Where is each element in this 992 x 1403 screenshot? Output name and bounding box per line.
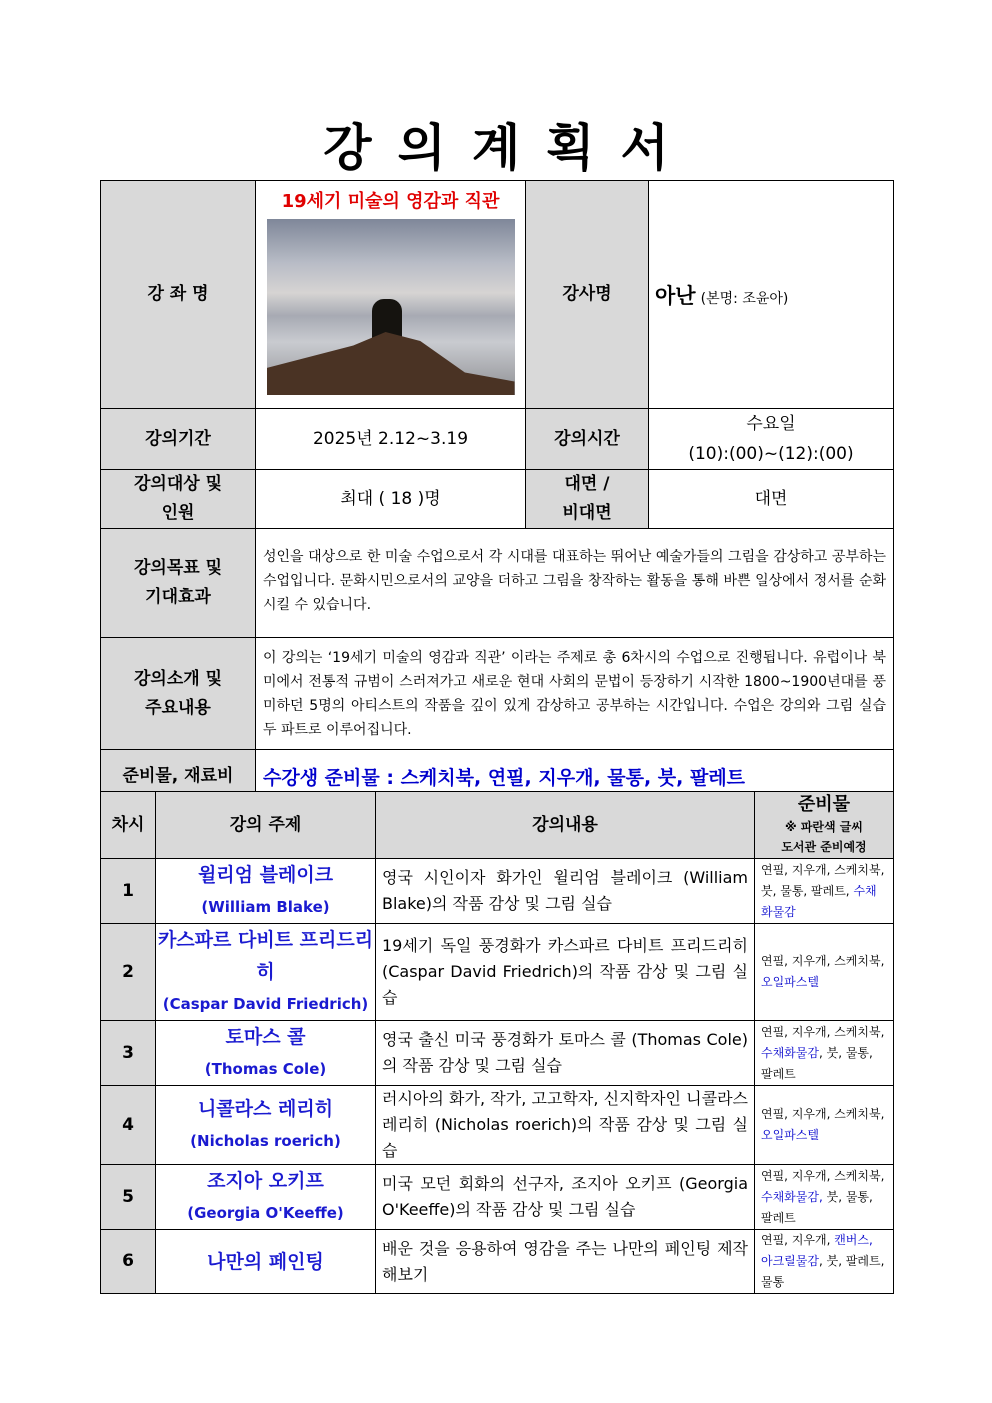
time-label: 강의시간 (526, 409, 649, 470)
mode-label (526, 470, 649, 529)
course-name-label: 강 좌 명 (101, 181, 256, 409)
materials-cell (755, 859, 894, 924)
materials-cell (755, 1021, 894, 1086)
materials-own-rest: , 붓, 팔레트, 물통 (761, 1254, 885, 1289)
topic-english: (Georgia O'Keeffe) (187, 1204, 344, 1222)
mode-label-line: 대면 / (564, 474, 610, 494)
topic-cell (156, 1165, 376, 1230)
materials-library: 캔버스, 아크릴물감 (761, 1233, 873, 1268)
content-cell: 19세기 독일 풍경화가 카스파르 다비트 프리드리히 (Caspar David Friedrich)의 작품 감상 및 그림 실습 (376, 924, 755, 1021)
materials-library: 오일파스텔 (761, 975, 819, 989)
header-materials-title: 준비물 (797, 794, 851, 815)
materials-own: 연필, 지우개, 스케치북, (761, 1168, 885, 1183)
topic-korean: 조지아 오키프 (207, 1170, 324, 1192)
intro-text: 이 강의는 ‘19세기 미술의 영감과 직관’ 이라는 주제로 총 6차시의 수업으로 진행됩니다. 유럽이나 북미에서 전통적 규범이 스러져가고 새로운 현대 사회의 문법이 등장하기 시작한 1800~1900년대를 풍미하던 5명의 아티스트의 작품을 깊이 있게 감상하고 공부하는 시간입니다. 수업은 강의와 그림 실습 두 파트로 이루어집니다. (256, 638, 894, 750)
goal-label (101, 529, 256, 638)
materials-cell (755, 1086, 894, 1165)
topic-english: (William Blake) (201, 898, 330, 916)
instructor-label: 강사명 (526, 181, 649, 409)
topic-korean: 니콜라스 레리히 (197, 1098, 334, 1120)
intro-label (101, 638, 256, 750)
topic-cell (156, 1021, 376, 1086)
materials-library: 오일파스텔 (761, 1128, 819, 1142)
header-materials (755, 792, 894, 859)
content-cell: 배운 것을 응용하여 영감을 주는 나만의 페인팅 제작해보기 (376, 1230, 755, 1294)
header-topic: 강의 주제 (156, 792, 376, 859)
mode-value: 대면 (649, 470, 894, 529)
materials-own-rest: 붓, 물통, 팔레트 (761, 1189, 873, 1225)
topic-cell (156, 859, 376, 924)
topic-english: (Thomas Cole) (204, 1060, 327, 1078)
target-label-line: 강의대상 및 (133, 474, 223, 494)
time-cell (649, 409, 894, 470)
topic-korean: 나만의 페인팅 (207, 1250, 324, 1273)
header-session: 차시 (101, 792, 156, 859)
schedule-row (101, 1230, 894, 1294)
course-name-cell (256, 181, 526, 409)
schedule-row (101, 1165, 894, 1230)
materials-own: 연필, 지우개, 스케치북, (761, 954, 885, 968)
session-number: 1 (101, 859, 156, 924)
instructor-real-name: (본명: 조윤아) (700, 290, 789, 307)
page-title: 강의계획서 (323, 119, 695, 177)
time-value: (10):(00)~(12):(00) (688, 444, 854, 464)
header-note: ※ 파란색 글씨 (785, 820, 863, 834)
instructor-name: 아난 (655, 283, 696, 308)
materials-cell (755, 924, 894, 1021)
topic-cell (156, 924, 376, 1021)
intro-label-line: 주요내용 (145, 697, 211, 718)
materials-library: 수채화물감 (761, 1045, 819, 1060)
session-number: 4 (101, 1086, 156, 1165)
goal-label-line: 강의목표 및 (133, 558, 223, 578)
materials-cell (755, 1230, 894, 1294)
materials-library: 수채화물감 (761, 883, 877, 919)
course-info-table (100, 180, 894, 803)
materials-cell (755, 1165, 894, 1230)
materials-own: 연필, 지우개, 스케치북, (761, 1024, 885, 1039)
header-content: 강의내용 (376, 792, 755, 859)
course-name: 19세기 미술의 영감과 직관 (281, 191, 500, 212)
materials-own-rest: , 붓, 물통, 팔레트 (761, 1045, 873, 1081)
materials-label: 준비물, 재료비 (101, 750, 256, 803)
materials-value: 수강생 준비물 : 스케치북, 연필, 지우개, 물통, 붓, 팔레트 (256, 750, 894, 803)
topic-korean: 카스파르 다비트 프리드리히 (157, 929, 374, 983)
course-painting-image (267, 219, 515, 395)
materials-own: 연필, 지우개, 스케치북, (761, 1107, 885, 1121)
topic-english: (Nicholas roerich) (190, 1132, 341, 1150)
topic-cell (156, 1086, 376, 1165)
content-cell: 러시아의 화가, 작가, 고고학자, 신지학자인 니콜라스 레리히 (Nicholas roerich)의 작품 감상 및 그림 실습 (376, 1086, 755, 1165)
materials-own: 연필, 지우개, (761, 1233, 835, 1247)
goal-label-line: 기대효과 (145, 587, 211, 607)
topic-korean: 토마스 콜 (225, 1026, 306, 1048)
target-label (101, 470, 256, 529)
period-label: 강의기간 (101, 409, 256, 470)
mode-label-line: 비대면 (562, 503, 612, 523)
intro-label-line: 강의소개 및 (133, 668, 223, 689)
session-number: 6 (101, 1230, 156, 1294)
content-cell: 영국 시인이자 화가인 윌리엄 블레이크 (William Blake)의 작품 감상 및 그림 실습 (376, 859, 755, 924)
schedule-row (101, 924, 894, 1021)
time-day: 수요일 (746, 414, 796, 434)
schedule-row (101, 1086, 894, 1165)
schedule-row (101, 859, 894, 924)
topic-korean: 윌리엄 블레이크 (197, 864, 334, 886)
target-label-line: 인원 (161, 503, 195, 523)
session-number: 5 (101, 1165, 156, 1230)
period-value: 2025년 2.12~3.19 (256, 409, 526, 470)
target-value: 최대 ( 18 )명 (256, 470, 526, 529)
materials-own: 연필, 지우개, 스케치북, 붓, 물통, 팔레트, (761, 862, 885, 898)
materials-library: 수채화물감, (761, 1189, 823, 1204)
topic-cell (156, 1230, 376, 1294)
instructor-cell (649, 181, 894, 409)
session-number: 3 (101, 1021, 156, 1086)
content-cell: 영국 출신 미국 풍경화가 토마스 콜 (Thomas Cole)의 작품 감상 및 그림 실습 (376, 1021, 755, 1086)
session-number: 2 (101, 924, 156, 1021)
schedule-table (100, 791, 894, 1294)
goal-text: 성인을 대상으로 한 미술 수업으로서 각 시대를 대표하는 뛰어난 예술가들의 그림을 감상하고 공부하는 수업입니다. 문화시민으로서의 교양을 더하고 그림을 창작하는 활동을 통해 바쁜 일상에서 정서를 순화시킬 수 있습니다. (256, 529, 894, 638)
topic-english: (Caspar David Friedrich) (162, 995, 369, 1013)
schedule-row (101, 1021, 894, 1086)
header-note: 도서관 준비예정 (781, 840, 867, 854)
content-cell: 미국 모던 회화의 선구자, 조지아 오키프 (Georgia O'Keeffe)의 작품 감상 및 그림 실습 (376, 1165, 755, 1230)
